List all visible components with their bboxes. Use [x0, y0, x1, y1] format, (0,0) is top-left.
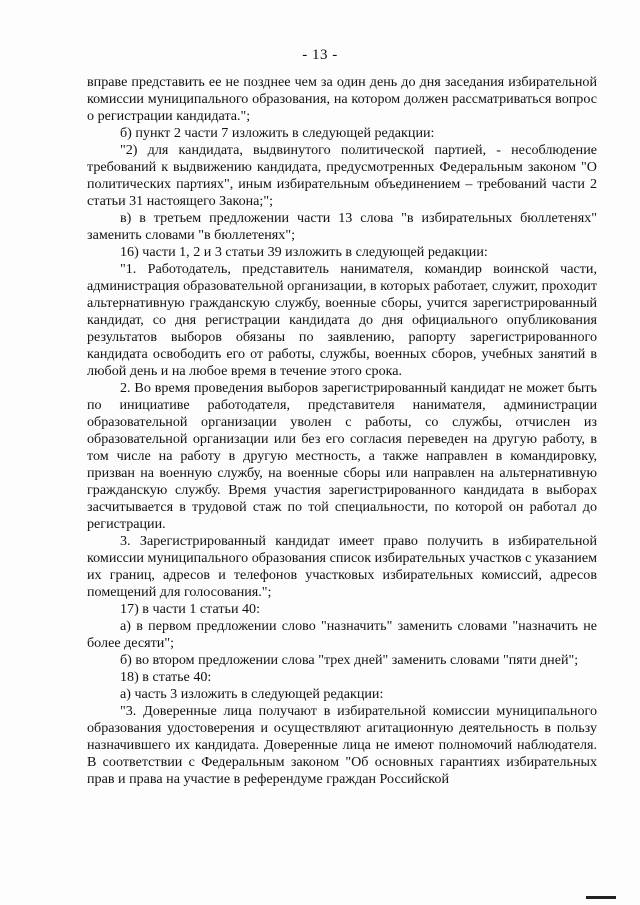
scan-edge-mark	[586, 896, 616, 899]
paragraph-item-b: б) пункт 2 части 7 изложить в следующей редакции:	[120, 125, 435, 141]
paragraph-item-18: 18) в статье 40:	[120, 669, 212, 685]
paragraph-quote-2: "2) для кандидата, выдвинутого политической партией, - несоблюдение требований к выдвижению кандидата, предусмотренных Федеральным законом "О политических партиях", иным избирательным объединением – требований части 2 статьи 31 настоящего Закона;";	[87, 142, 597, 209]
paragraph-item-a-17: а) в первом предложении слово "назначить" заменить словами "назначить не более десяти";	[87, 618, 597, 651]
page-number: - 13 -	[302, 47, 338, 63]
paragraph-quote-1: "1. Работодатель, представитель нанимателя, командир воинской части, администрация образовательной организации, в которых работает, служит, проходит альтернативную гражданскую службу, военные сборы, учится зарегистрированный кандидат, со дня регистрации кандидата до дня официального опубликования результатов выборов обязаны по заявлению, рапорту зарегистрированного кандидата освободить его от работы, службы, военных сборов, учебных занятий в любой день и на любое время в течение этого срока.	[87, 261, 597, 379]
paragraph-point-3: 3. Зарегистрированный кандидат имеет право получить в избирательной комиссии муниципального образования список избирательных участков с указанием их границ, адресов и телефонов участковых избирательных комиссий, адресов помещений для голосования.";	[87, 533, 597, 600]
paragraph-item-b-17: б) во втором предложении слова "трех дней" заменить словами "пяти дней";	[120, 652, 579, 668]
paragraph-continuation: вправе представить ее не позднее чем за один день до дня заседания избирательной комиссии муниципального образования, на котором должен рассматриваться вопрос о регистрации кандидата.";	[87, 74, 597, 124]
paragraph-item-16: 16) части 1, 2 и 3 статьи 39 изложить в следующей редакции:	[120, 244, 488, 260]
paragraph-point-2: 2. Во время проведения выборов зарегистрированный кандидат не может быть по инициативе работодателя, представителя нанимателя, администрации образовательной организации уволен с работы, со службы, отчислен из образовательной организации или без его согласия переведен на другую работу, в том числе на работу в другую местность, а также направлен в командировку, призван на военную службу, на военные сборы или направлен на альтернативную гражданскую службу. Время участия зарегистрированного кандидата в выборах засчитывается в трудовой стаж по той специальности, по которой он работал до регистрации.	[87, 380, 597, 532]
paragraph-quote-3: "3. Доверенные лица получают в избирательной комиссии муниципального образования удостоверения и осуществляют агитационную деятельность в пользу назначившего их кандидата. Доверенные лица не имеют полномочий наблюдателя. В соответствии с Федеральным законом "Об основных гарантиях избирательных прав и права на участие в референдуме граждан Российской	[87, 703, 597, 787]
paragraph-item-17: 17) в части 1 статьи 40:	[120, 601, 261, 617]
paragraph-item-a-18: а) часть 3 изложить в следующей редакции:	[120, 686, 384, 702]
document-body	[87, 74, 597, 788]
paragraph-item-v: в) в третьем предложении части 13 слова "в избирательных бюллетенях" заменить словами "в бюллетенях";	[87, 210, 597, 243]
